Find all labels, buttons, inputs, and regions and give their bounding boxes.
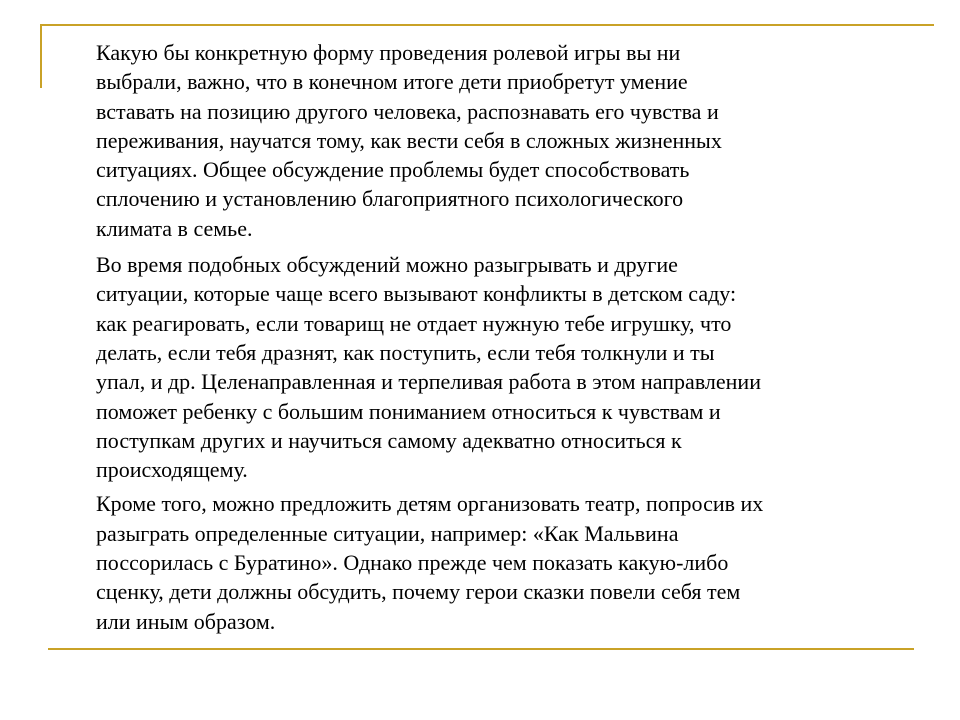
slide-body xyxy=(96,38,916,636)
bottom-decorative-rule xyxy=(48,648,914,650)
top-decorative-rule xyxy=(40,24,934,26)
paragraph-1: Какую бы конкретную форму проведения ролевой игры вы ни выбрали, важно, что в конечном итоге дети приобретут умение вставать на позицию другого человека, распознавать его чувства и переживания, научатся тому, как вести себя в сложных жизненных ситуациях. Общее обсуждение проблемы будет способствовать сплочению и установлению благоприятного психологического климата в семье. xyxy=(96,40,722,241)
left-decorative-rule xyxy=(40,24,42,88)
paragraph-3: Кроме того, можно предложить детям организовать театр, попросив их разыграть определенные ситуации, например: «Как Мальвина поссорилась с Буратино». Однако прежде чем показать какую-либо сценку, дети должны обсудить, почему герои сказки повели себя тем или иным образом. xyxy=(96,491,764,634)
paragraph-2: Во время подобных обсуждений можно разыгрывать и другие ситуации, которые чаще всего вызывают конфликты в детском саду: как реагировать, если товарищ не отдает нужную тебе игрушку, что делать, если тебя дразнят, как поступить, если тебя толкнули и ты упал, и др. Целенаправленная и терпеливая работа в этом направлении поможет ребенку с большим пониманием относиться к чувствам и поступкам других и научиться самому адекватно относиться к происходящему. xyxy=(96,252,761,483)
